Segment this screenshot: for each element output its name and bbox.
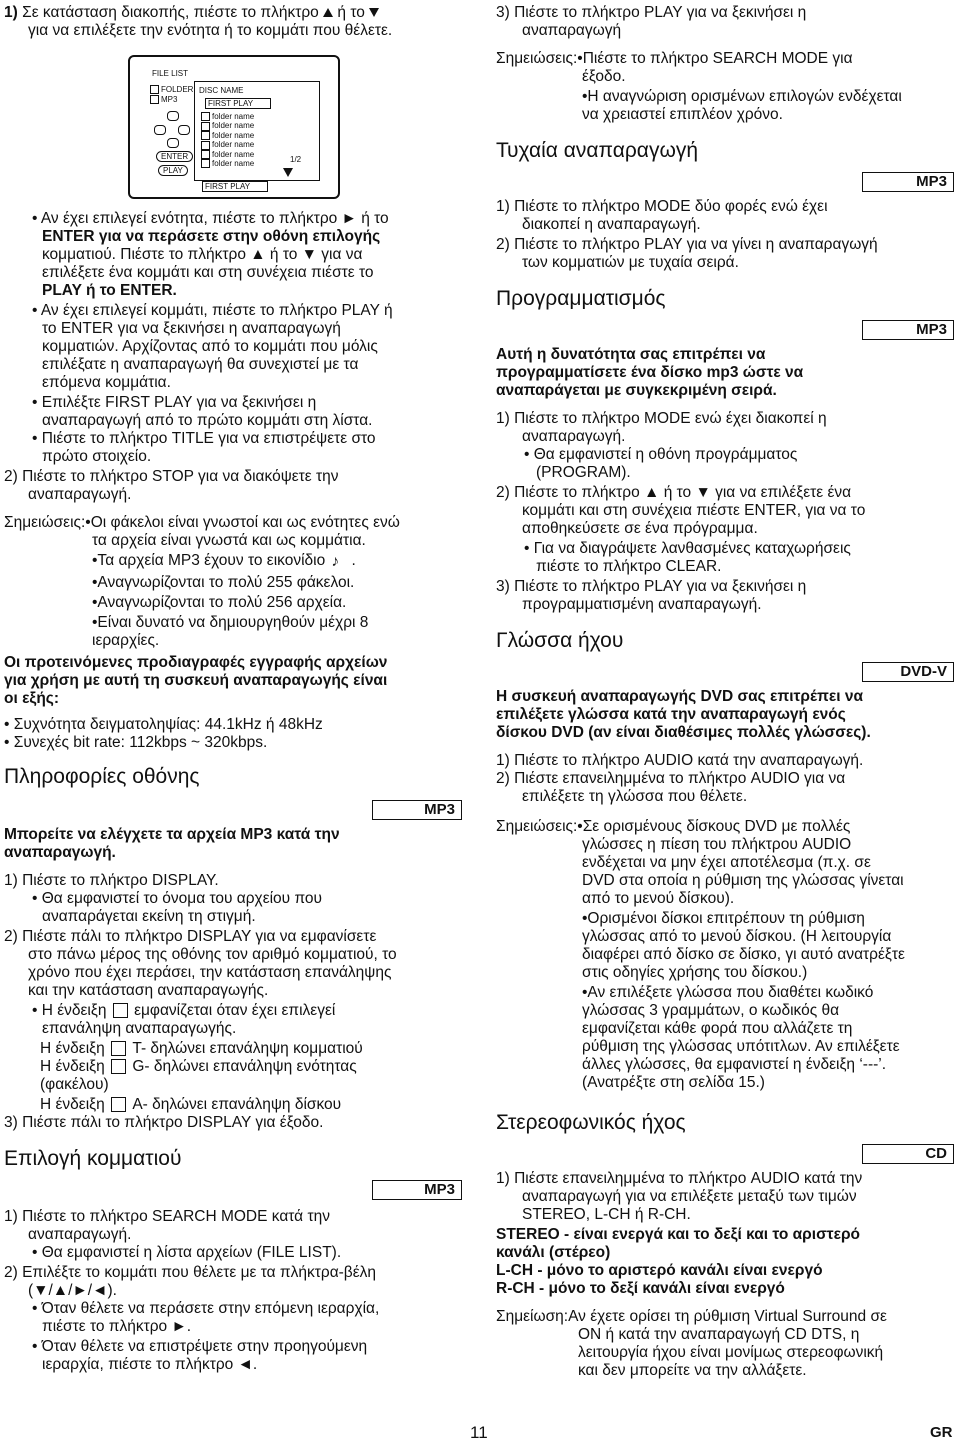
disc-list-box (194, 81, 320, 181)
language-line: επιλέξετε τη γλώσσα που θέλετε. (522, 788, 748, 805)
stereo-line: L-CH - μόνο το αριστερό κανάλι είναι ενεργό (496, 1262, 823, 1279)
language-line: διαφέρει από δίσκο σε δίσκο, γι αυτό ανατρέξτε (582, 946, 905, 963)
stereo-line: 1) Πιέστε επανειλημμένα το πλήκτρο AUDIO κατά την (496, 1170, 863, 1187)
info-line: επανάληψη αναπαραγωγής. (42, 1020, 237, 1037)
note-line: •Είναι δυνατό να δημιουργηθούν μέχρι 8 (92, 614, 369, 631)
stereo-line: κανάλι (στέρεο) (496, 1244, 611, 1261)
step2-line: αναπαραγωγή. (28, 486, 132, 503)
mp3-badge: MP3 (862, 172, 954, 192)
programming-line: αποθηκεύσετε σε ένα πρόγραμμα. (522, 520, 758, 537)
audio-language-heading: Γλώσσα ήχου (496, 629, 624, 652)
language-line: 1) Πιέστε το πλήκτρο AUDIO κατά την αναπαραγωγή. (496, 752, 864, 769)
folder-item: folder name (201, 159, 254, 168)
language-line: γλώσσας 3 γραμμάτων, ο κωδικός θα (582, 1002, 840, 1019)
language-line: ρύθμιση της γλώσσας υπότιτλων. Αν επιλέξετε (582, 1038, 900, 1055)
folder-item: folder name (201, 131, 254, 140)
language-line: 2) Πιέστε επανειλημμένα το πλήκτρο AUDIO για να (496, 770, 846, 787)
language-intro: επιλέξετε γλώσσα κατά την αναπαραγωγή ενός (496, 706, 846, 723)
programming-line: 2) Πιέστε το πλήκτρο ▲ ή το ▼ για να επιλέξετε ένα (496, 484, 852, 501)
bullet-line: κομματιών. Αρχίζοντας από το κομμάτι που μόλις (42, 338, 378, 355)
info-line: 3) Πιέστε πάλι το πλήκτρο DISPLAY για έξοδο. (4, 1114, 324, 1131)
step2-line: 2) Πιέστε το πλήκτρο STOP για να διακόψετε την (4, 468, 339, 485)
note-line: •Αναγνωρίζονται το πολύ 256 αρχεία. (92, 594, 347, 611)
folder-icon (201, 131, 210, 140)
programming-line: αναπαραγωγή. (522, 428, 626, 445)
programming-heading: Προγραμματισμός (496, 287, 666, 310)
bullet-line: αναπαραγωγή από το πρώτο κομμάτι στη λίστα. (42, 412, 373, 429)
first-play-top: FIRST PLAY (205, 98, 271, 109)
info-line: 2) Πιέστε πάλι το πλήκτρο DISPLAY για να εμφανίσετε (4, 928, 377, 945)
info-line: στο πάνω μέρος της οθόνης τον αριθμό κομματιού, το (28, 946, 397, 963)
info-line: 1) Πιέστε το πλήκτρο DISPLAY. (4, 872, 219, 889)
spec-item: • Συχνότητα δειγματοληψίας: 44.1kHz ή 48kHz (4, 716, 323, 733)
bullet-line: • Επιλέξτε FIRST PLAY για να ξεκινήσει η (32, 394, 317, 411)
stereo-line: STEREO, L-CH ή R-CH. (522, 1206, 691, 1223)
random-line: 1) Πιέστε το πλήκτρο MODE δύο φορές ενώ έχει (496, 198, 828, 215)
folder-item: folder name (201, 150, 254, 159)
info-line: • Θα εμφανιστεί το όνομα του αρχείου που (32, 890, 323, 907)
selection-line: • Θα εμφανιστεί η λίστα αρχείων (FILE LIST). (32, 1244, 342, 1261)
programming-line: 1) Πιέστε το πλήκτρο MODE ενώ έχει διακοπεί η (496, 410, 827, 427)
language-line: DVD στα οποία η ρύθμιση της γλώσσας γίνεται (582, 872, 904, 889)
stereo-line: R-CH - μόνο το δεξί κανάλι είναι ενεργό (496, 1280, 785, 1297)
info-heading: Πληροφορίες οθόνης (4, 765, 200, 788)
note-line: •Τα αρχεία MP3 έχουν το εικονίδιο ♪ . (92, 552, 356, 570)
spec-title: οι εξής: (4, 690, 60, 707)
note-line: τα αρχεία είναι γνωστά και ως κομμάτια. (92, 532, 366, 549)
folder-item: folder name (201, 121, 254, 130)
dvd-v-badge: DVD-V (862, 662, 954, 682)
mp3-badge: MP3 (372, 1180, 462, 1200)
repeat-icon (111, 1097, 126, 1112)
language-line: (Ανατρέξτε στη σελίδα 15.) (582, 1074, 765, 1091)
programming-intro: προγραμματίσετε ένα δίσκο mp3 ώστε να (496, 364, 804, 381)
selection-line: 2) Επιλέξτε το κομμάτι που θέλετε με τα πλήκτρα-βέλη (4, 1264, 377, 1281)
selection-heading: Επιλογή κομματιού (4, 1147, 182, 1170)
language-line: γλώσσας από το μενού δίσκου. (Η λειτουργία (582, 928, 892, 945)
first-play-bottom: FIRST PLAY (202, 181, 268, 192)
language-line: •Αν επιλέξετε γλώσσα που διαθέτει κωδικό (582, 984, 874, 1001)
direction-pad-icon (154, 111, 190, 147)
info-line: αναπαράγεται εκείνη τη στιγμή. (42, 908, 256, 925)
top-line: •Η αναγνώριση ορισμένων επιλογών ενδέχεται (582, 88, 902, 105)
language-line: ενδέχεται να μην έχει αποτέλεσμα (π.χ. σε (582, 854, 871, 871)
language-line: εμφανίζεται κάθε φορά που αλλάζετε τη (582, 1020, 853, 1037)
random-line: 2) Πιέστε το πλήκτρο PLAY για να γίνει η αναπαραγωγή (496, 236, 878, 253)
repeat-icon (111, 1059, 126, 1074)
bullet-line: • Πιέστε το πλήκτρο TITLE για να επιστρέψετε στο (32, 430, 376, 447)
down-arrow-icon (369, 8, 379, 17)
bullet-line: • Αν έχει επιλεγεί κομμάτι, πιέστε το πλήκτρο PLAY ή (32, 302, 393, 319)
enter-key: ENTER (156, 151, 193, 162)
programming-line: • Για να διαγράψετε λανθασμένες καταχωρήσεις (524, 540, 851, 557)
bullet-line: το ENTER για να ξεκινήσει η αναπαραγωγή (42, 320, 341, 337)
mp3-legend: MP3 (150, 95, 177, 104)
page-indicator: 1/2 (290, 155, 302, 164)
folder-icon (201, 112, 210, 121)
folder-list (201, 112, 254, 168)
language-line: γλώσσες η πίεση του πλήκτρου AUDIO (582, 836, 852, 853)
selection-line: 1) Πιέστε το πλήκτρο SEARCH MODE κατά την (4, 1208, 330, 1225)
note-line: •Αναγνωρίζονται το πολύ 255 φάκελοι. (92, 574, 355, 591)
programming-line: πιέστε το πλήκτρο CLEAR. (536, 558, 722, 575)
selection-line: πιέστε το πλήκτρο ►. (42, 1318, 192, 1335)
step1-line1: 1) Σε κατάσταση διακοπής, πιέστε το πλήκτρο ή το (4, 4, 379, 22)
top-line: έξοδο. (582, 68, 626, 85)
stereo-line: ON ή κατά την αναπαραγωγή CD DTS, η (578, 1326, 860, 1343)
bullet-line: ENTER για να περάσετε στην οθόνη επιλογής (42, 228, 381, 245)
mp3-badge: MP3 (372, 800, 462, 820)
programming-intro: αναπαράγεται με συγκεκριμένη σειρά. (496, 382, 777, 399)
stereo-line: και δεν μπορείτε να την αλλάξετε. (578, 1362, 807, 1379)
bullet-line: PLAY ή το ENTER. (42, 282, 177, 299)
up-arrow-icon (323, 8, 333, 17)
top-line: αναπαραγωγή (522, 22, 622, 39)
random-line: των κομματιών με τυχαία σειρά. (522, 254, 739, 271)
disc-name: DISC NAME (199, 86, 244, 95)
bullet-line: επόμενα κομμάτια. (42, 374, 171, 391)
note-line: ιεραρχίες. (92, 632, 160, 649)
bullet-line: επιλέξατε η αναπαραγωγή θα συνεχιστεί με τα (42, 356, 359, 373)
selection-line: • Όταν θέλετε να περάσετε στην επόμενη ιεραρχία, (32, 1300, 380, 1317)
selection-line: αναπαραγωγή. (28, 1226, 132, 1243)
info-line: Η ένδειξη T- δηλώνει επανάληψη κομματιού (40, 1040, 363, 1057)
language-line: •Ορισμένοι δίσκοι επιτρέπουν τη ρύθμιση (582, 910, 865, 927)
programming-line: 3) Πιέστε το πλήκτρο PLAY για να ξεκινήσει η (496, 578, 807, 595)
selection-line: ιεραρχία, πιέστε το πλήκτρο ◄. (42, 1356, 258, 1373)
info-intro: Μπορείτε να ελέγχετε τα αρχεία MP3 κατά την (4, 826, 340, 843)
bullet-line: επιλέξετε ένα κομμάτι και στη συνέχεια πιέστε το (42, 264, 374, 281)
info-line: • Η ένδειξη εμφανίζεται όταν έχει επιλεγεί (32, 1002, 336, 1019)
spec-title: για χρήση με αυτή τη συσκευή αναπαραγωγής είναι (4, 672, 388, 689)
folder-icon (201, 141, 210, 150)
language-code: GR (930, 1424, 953, 1441)
folder-item: folder name (201, 112, 254, 121)
bullet-line: • Αν έχει επιλεγεί ενότητα, πιέστε το πλήκτρο ► ή το (32, 210, 389, 227)
stereo-line: λειτουργία ήχου είναι μονίμως στερεοφωνική (578, 1344, 884, 1361)
language-intro: Η συσκευή αναπαραγωγής DVD σας επιτρέπει να (496, 688, 863, 705)
programming-line: κομμάτι και στη συνέχεια πιέστε ENTER, για να το (522, 502, 866, 519)
top-line: Σημειώσεις:•Πιέστε το πλήκτρο SEARCH MODE για (496, 50, 853, 67)
spec-item: • Συνεχές bit rate: 112kbps ~ 320kbps. (4, 734, 268, 751)
top-line: να χρειαστεί επιπλέον χρόνο. (582, 106, 783, 123)
selection-line: • Όταν θέλετε να επιστρέψετε στην προηγούμενη (32, 1338, 368, 1355)
stereo-line: Σημείωση:Αν έχετε ορίσει τη ρύθμιση Virtual Surround σε (496, 1308, 887, 1325)
top-line: 3) Πιέστε το πλήκτρο PLAY για να ξεκινήσει η (496, 4, 807, 21)
language-line: Σημειώσεις:•Σε ορισμένους δίσκους DVD με πολλές (496, 818, 851, 835)
info-intro: αναπαραγωγή. (4, 844, 116, 861)
spec-title: Οι προτεινόμενες προδιαγραφές εγγραφής αρχείων (4, 654, 388, 671)
folder-icon (201, 159, 210, 168)
folder-legend: FOLDER (150, 85, 193, 94)
info-line: χρόνο που έχει περάσει, την κατάσταση επανάληψης (28, 964, 392, 981)
random-line: διακοπεί η αναπαραγωγή. (522, 216, 701, 233)
play-key: PLAY (158, 165, 188, 176)
file-list-title: FILE LIST (152, 69, 189, 78)
language-line: άλλες γλώσσες, θα εμφανιστεί η ένδειξη ‘---’. (582, 1056, 887, 1073)
stereo-heading: Στερεοφωνικός ήχος (496, 1111, 686, 1134)
programming-intro: Αυτή η δυνατότητα σας επιτρέπει να (496, 346, 766, 363)
programming-line: (PROGRAM). (536, 464, 631, 481)
folder-item: folder name (201, 140, 254, 149)
mp3-badge: MP3 (862, 320, 954, 340)
info-line: και την κατάσταση αναπαραγωγής. (28, 982, 269, 999)
folder-icon (201, 150, 210, 159)
page-number: 11 (470, 1423, 488, 1442)
cd-badge: CD (862, 1144, 954, 1164)
bullet-line: κομματιού. Πιέστε το πλήκτρο ▲ ή το ▼ για να (42, 246, 363, 263)
mp3-note-icon: ♪ (331, 552, 340, 570)
note-line: Σημειώσεις:•Οι φάκελοι είναι γνωστοί και ως ενότητες ενώ (4, 514, 400, 531)
stereo-line: αναπαραγωγή για να επιλέξετε μεταξύ των τιμών (522, 1188, 857, 1205)
folder-icon (150, 85, 159, 94)
repeat-icon (111, 1041, 126, 1056)
step1-line2: για να επιλέξετε την ενότητα ή το κομμάτι που θέλετε. (28, 22, 393, 39)
repeat-icon (113, 1003, 128, 1018)
programming-line: • Θα εμφανιστεί η οθόνη προγράμματος (524, 446, 798, 463)
file-list-screen (128, 55, 340, 199)
random-heading: Τυχαία αναπαραγωγή (496, 139, 699, 162)
language-line: από το μενού δίσκου). (582, 890, 735, 907)
bullet-line: πρώτο στοιχείο. (42, 448, 152, 465)
info-line: Η ένδειξη A- δηλώνει επανάληψη δίσκου (40, 1096, 342, 1113)
selection-line: (▼/▲/►/◄). (28, 1282, 117, 1299)
down-indicator-icon (283, 168, 293, 177)
info-line: (φακέλου) (40, 1076, 109, 1093)
folder-icon (201, 122, 210, 131)
info-line: Η ένδειξη G- δηλώνει επανάληψη ενότητας (40, 1058, 357, 1075)
language-intro: δίσκου DVD (αν είναι διαθέσιμες πολλές γλώσσες). (496, 724, 871, 741)
mp3-file-icon (150, 95, 159, 104)
language-line: στις οδηγίες χρήσης του δίσκου.) (582, 964, 808, 981)
programming-line: προγραμματισμένη αναπαραγωγή. (522, 596, 762, 613)
stereo-line: STEREO - είναι ενεργά και το δεξί και το αριστερό (496, 1226, 861, 1243)
